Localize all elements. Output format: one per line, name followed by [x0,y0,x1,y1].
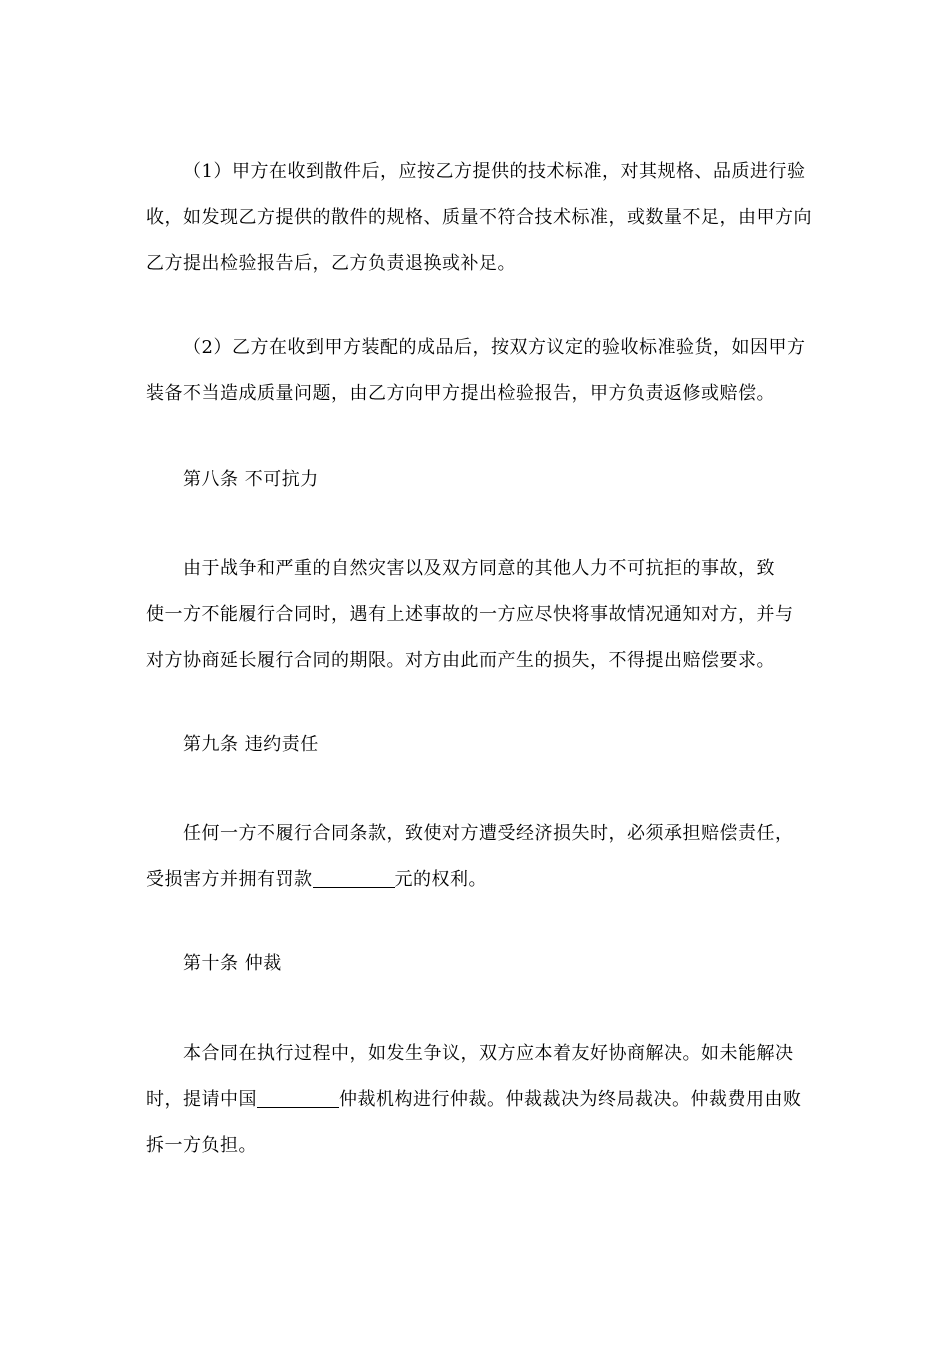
inspection-item-2 [146,325,811,417]
clause-8-heading: 第八条 不可抗力 [183,469,319,490]
clause-10-body [146,1031,811,1169]
text-fragment: 仲裁机构进行仲裁。仲裁裁决为终局裁决。仲裁费用由败 [339,1089,802,1110]
text-line [146,857,811,903]
clause-10-heading: 第十条 仲裁 [183,953,282,974]
text-line: （2）乙方在收到甲方装配的成品后，按双方议定的验收标准验货，如因甲方 [183,337,806,358]
text-line: （1）甲方在收到散件后，应按乙方提供的技术标准，对其规格、品质进行验 [183,161,806,182]
text-line [146,1077,811,1123]
clause-9-body [146,811,811,903]
text-line: 装备不当造成质量问题，由乙方向甲方提出检验报告，甲方负责返修或赔偿。 [146,383,775,404]
text-fragment: 受损害方并拥有罚款 [146,869,313,890]
text-line: 使一方不能履行合同时，遇有上述事故的一方应尽快将事故情况通知对方，并与 [146,604,794,625]
arbitration-place-blank [257,1088,339,1108]
clause-8-body [146,546,811,684]
text-line: 本合同在执行过程中，如发生争议，双方应本着友好协商解决。如未能解决 [183,1043,794,1064]
text-line: 拆一方负担。 [146,1135,257,1156]
text-line: 对方协商延长履行合同的期限。对方由此而产生的损失，不得提出赔偿要求。 [146,650,775,671]
text-line: 乙方提出检验报告后，乙方负责退换或补足。 [146,253,516,274]
text-line: 由于战争和严重的自然灾害以及双方同意的其他人力不可抗拒的事故，致 [183,558,775,579]
inspection-item-1 [146,149,811,287]
text-line: 任何一方不履行合同条款，致使对方遭受经济损失时，必须承担赔偿责任， [183,823,794,844]
text-line: 收，如发现乙方提供的散件的规格、质量不符合技术标准，或数量不足，由甲方向 [146,207,812,228]
text-fragment: 元的权利。 [394,869,487,890]
penalty-amount-blank [313,868,395,888]
clause-9-heading: 第九条 违约责任 [183,734,319,755]
text-fragment: 时，提请中国 [146,1089,257,1110]
